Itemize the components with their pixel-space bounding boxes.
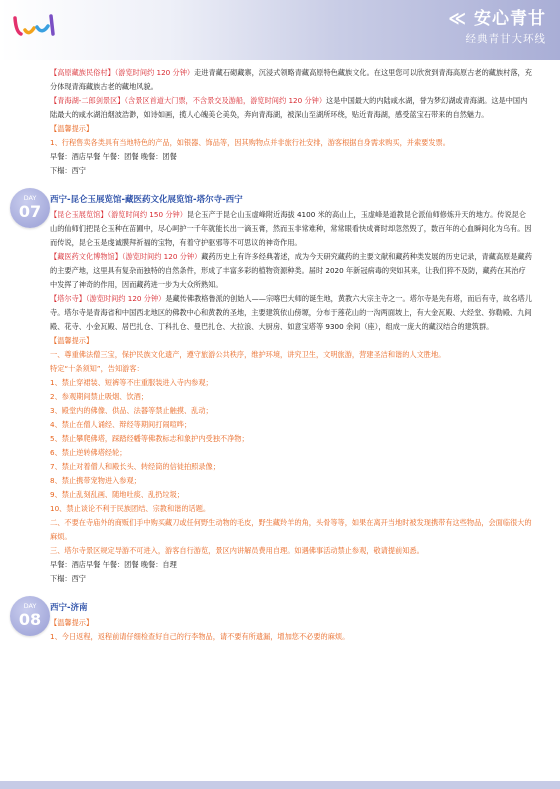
brand-logo-icon — [12, 10, 58, 38]
rule-line: 8、禁止携带宠物进入参观； — [50, 476, 141, 485]
day-label: DAY — [23, 194, 37, 202]
rule-line: 9、禁止乱刻乱画、随地吐痰、乱扔垃圾； — [50, 490, 184, 499]
day-number: 07 — [18, 202, 42, 221]
rule-line: 特定“十条须知”，告知游客： — [50, 364, 144, 373]
day-08-badge — [10, 596, 50, 636]
rule-line: 3、殿堂内的佛像、供品、法器等禁止触摸、乱动； — [50, 406, 213, 415]
kunlun-jade-text: 昆仑玉产于昆仑山玉虚峰附近海拔 4100 米的高山上，玉虚峰是道教昆仑派仙师修炼升天的地方。传说昆仑山的仙师们把昆仑玉种在苗圃中，尽心呵护一千年就能长出一滴玉膏，然而玉非常难种，常常眼看快成膏时却忽然毁了，数百年的心血瞬间化为乌有。因而传说，昆仑玉是虔诚膜拜祈福的宝物，有着守护驱邪等不可思议的神奇作用。 — [50, 210, 532, 247]
village-heading: 【高原藏族民俗村】（游览时间约 120 分钟） — [50, 68, 195, 77]
day-08-tip-title: 【温馨提示】 — [50, 618, 94, 627]
brand-subtitle: 经典青甘大环线 — [465, 33, 546, 45]
kunlun-jade-heading: 【昆仑玉展览馆】（游览时间约 150 分钟） — [50, 210, 187, 219]
day-07-meals: 早餐：酒店早餐 午餐：团餐 晚餐：自理 — [50, 560, 177, 569]
page-header — [0, 0, 560, 60]
taer-temple-text: 是藏传佛教格鲁派的创始人——宗喀巴大师的诞生地，黄教六大宗主寺之一。塔尔寺是先有塔，而后有寺，故名塔儿寺。塔尔寺是青海省和中国西北地区的佛教中心和黄教的圣地，主要建筑依山傍塬，分布于莲花山的一沟两面坡上，有大金瓦殿、大经堂、弥勒殿、九间殿、花寺、小金瓦殿、居巴扎仓、丁科扎仓、曼巴扎仓、大拉浪、大厨房、如意宝塔等 9300 余间（座），组成一庞大的藏汉结合的建筑群。 — [50, 294, 532, 331]
qinghai-lake-text: 这是中国最大的内陆咸水湖，誉为梦幻湖或青海湖。这是中国内陆最大的咸水湖泊烟波浩渺，如诗如画，揽人心魄美仑美奂，奔向青海湖，被深山至湖所环绕，贴近青海湖，感受蓝宝石带来的自然魅力。 — [50, 96, 528, 119]
intro-tip-1: 1、行程售卖各类具有当地特色的产品，如银器、饰品等，因其购物点并非旅行社安排，游客根据自身需求购买，并索要发票。 — [50, 138, 450, 147]
kunlun-jade-paragraph — [50, 208, 532, 250]
rule-line: 7、禁止对着僧人和殿长头、转经筒的信徒拍照录像； — [50, 462, 220, 471]
day-number: 08 — [18, 610, 42, 629]
rule-line: 一、尊重佛法僧三宝，保护民族文化遗产，遵守旅游公共秩序，维护环境，讲究卫生，文明旅游，营建圣洁和谐的人文胜地。 — [50, 350, 446, 359]
day-07-badge — [10, 188, 50, 228]
village-text: 走进青藏石砌藏寨，沉浸式领略青藏高原特色藏族文化。在这里您可以欣赏到青海高原古老的藏族村落，充分体现青海藏族古老的藏地风貌。 — [50, 68, 532, 91]
tibetan-medicine-text: 藏药历史上有许多经典著述，成为今天研究藏药的主要文献和藏药种类发展的历史记录，青藏高原是藏药的主要产地，这里具有复杂而独特的自然条件，形成了丰富多彩的植物资源种类。届时 2020 年新冠病毒的突如其来，让我们猝不及防，藏药在其治疗中发挥了神奇的作用，因而藏药进一步为大众所熟知。 — [50, 252, 532, 289]
intro-meals: 早餐：酒店早餐 午餐：团餐 晚餐：团餐 — [50, 152, 177, 161]
qinghai-lake-paragraph — [50, 94, 532, 122]
footer-bar — [0, 781, 560, 789]
day-08-title: 西宁-济南 — [50, 603, 88, 613]
day-07-block — [18, 192, 532, 586]
day-07-tip-title: 【温馨提示】 — [50, 336, 94, 345]
day-label: DAY — [23, 602, 37, 610]
brand-title: ≪ 安心青甘 — [448, 9, 546, 29]
tibetan-medicine-heading: 【藏医药文化博物馆】（游览时间约 120 分钟） — [50, 252, 202, 261]
taer-temple-heading: 【塔尔寺】（游览时间约 120 分钟） — [50, 294, 166, 303]
intro-stay: 下榻：西宁 — [50, 166, 86, 175]
rule-line: 2、参观期间禁止吸烟、饮酒； — [50, 392, 149, 401]
day-08-block — [18, 600, 532, 644]
rule-line: 6、禁止逆转佛塔经轮； — [50, 448, 127, 457]
brand-block — [448, 8, 546, 48]
itinerary-content — [18, 66, 532, 644]
intro-tip-title: 【温馨提示】 — [50, 124, 94, 133]
day-08-tip-1: 1、今日返程，返程前请仔细检查好自己的行李物品，请不要有所遗漏，增加您不必要的麻烦。 — [50, 632, 350, 641]
rule-line: 二、不要在寺庙外的商贩们手中购买藏刀或任何野生动物的毛皮，野生藏羚羊的角，头骨等等，如果在离开当地时被发现携带有这些物品，会面临很大的麻烦。 — [50, 518, 532, 541]
rule-line: 10、禁止谈论不利于民族团结、宗教和谐的话题。 — [50, 504, 211, 513]
day-07-stay: 下榻：西宁 — [50, 574, 86, 583]
rule-line: 4、禁止在僧人诵经、辩经等期间打闹喧哗； — [50, 420, 192, 429]
day-07-title: 西宁-昆仑玉展览馆-藏医药文化展览馆-塔尔寺-西宁 — [50, 195, 243, 205]
tibetan-medicine-paragraph — [50, 250, 532, 292]
rule-line: 1、禁止穿裙装、短裤等不庄重服装进入寺内参观； — [50, 378, 213, 387]
village-paragraph — [50, 66, 532, 94]
rule-line: 5、禁止攀爬佛塔，踩踏经幡等佛教标志和象护内受独不净物； — [50, 434, 249, 443]
qinghai-lake-heading: 【青海湖-二郎剑景区】（含景区首道大门票，不含景交及游船，游览时间约 120 分钟） — [50, 96, 327, 105]
rule-line: 三、塔尔寺景区规定导游不可进入，游客自行游览，景区内讲解员费用自理。如遇佛事活动禁止参观，敬请提前知悉。 — [50, 546, 424, 555]
taer-temple-paragraph — [50, 292, 532, 334]
